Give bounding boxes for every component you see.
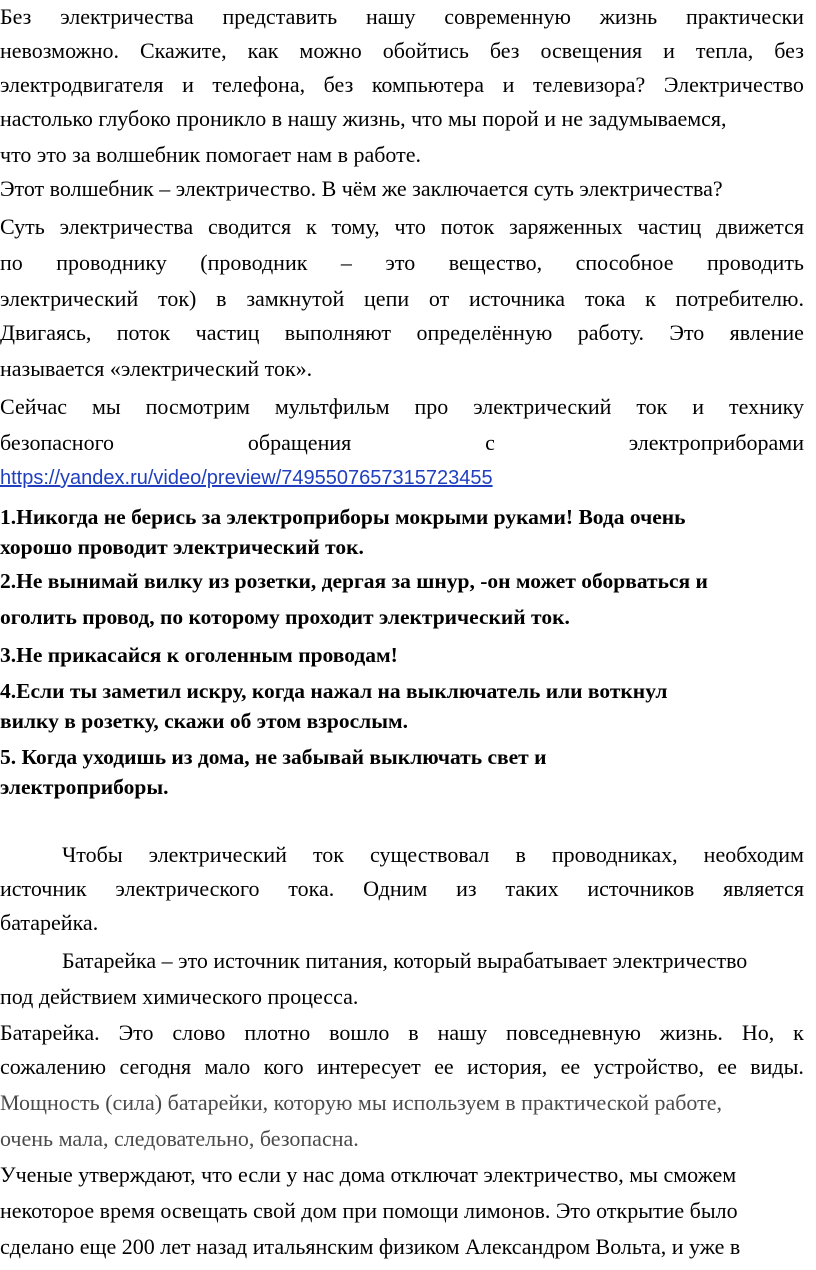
word: заряженных	[509, 214, 623, 239]
word: жизнь	[599, 4, 658, 29]
word: история,	[467, 1054, 548, 1079]
word: существовал	[370, 842, 490, 867]
word: современную	[444, 4, 571, 29]
word: электрический	[148, 842, 287, 867]
word: представить	[222, 4, 338, 29]
word: с	[485, 430, 495, 455]
word: ее	[717, 1054, 737, 1079]
word: источник	[0, 876, 87, 901]
word: Одним	[363, 876, 428, 901]
word: без	[774, 38, 804, 63]
word: тепла,	[695, 38, 754, 63]
word: явление	[729, 320, 804, 345]
rule-5-line-1: 5. Когда уходишь из дома, не забывай выключать свет и	[0, 745, 547, 769]
word: электрического	[115, 876, 260, 901]
word: сегодня	[119, 1054, 192, 1079]
word: частиц	[195, 320, 260, 345]
rule-2-line-2: оголить провод, по которому проходит электрический ток.	[0, 605, 570, 629]
word: мало	[204, 1054, 251, 1079]
lemons-line-2: некоторое время освещать свой дом при помощи лимонов. Это открытие было	[0, 1198, 738, 1223]
word: плотно	[244, 1020, 311, 1045]
word: кого	[263, 1054, 304, 1079]
word: определённую	[416, 320, 553, 345]
word: мультфильм	[274, 394, 390, 419]
word: работу.	[577, 320, 645, 345]
word: Суть	[0, 214, 45, 239]
word: жизнь.	[659, 1020, 723, 1045]
word: электроприборами	[628, 430, 804, 455]
essence-line-1	[0, 212, 804, 242]
rule-4-line-1: 4.Если ты заметил искру, когда нажал на выключатель или воткнул	[0, 679, 668, 703]
rule-1-line-2: хорошо проводит электрический ток.	[0, 535, 364, 559]
word: электричества	[59, 214, 194, 239]
word: тока	[584, 286, 626, 311]
wizard-question: Этот волшебник – электричество. В чём же заключается суть электричества?	[0, 176, 723, 201]
word: электричества	[60, 4, 194, 29]
word: практически	[686, 4, 804, 29]
word: повседневную	[506, 1020, 641, 1045]
word: что	[394, 214, 426, 239]
cartoon-line-2	[0, 428, 804, 458]
battery-word-line-2	[0, 1052, 804, 1082]
word: вещество,	[448, 250, 543, 275]
word: поток	[116, 320, 171, 345]
cartoon-line-1	[0, 392, 804, 422]
word: вошло	[329, 1020, 390, 1045]
word: Это	[118, 1020, 154, 1045]
word: телефона,	[212, 72, 306, 97]
word: устройство,	[593, 1054, 705, 1079]
rule-4-line-2: вилку в розетку, скажи об этом взрослым.	[0, 709, 409, 733]
intro-line-1	[0, 2, 804, 32]
word: к	[305, 214, 317, 239]
word: проводить	[706, 250, 804, 275]
word: (проводник	[200, 250, 308, 275]
word: Без	[0, 4, 32, 29]
word: освещения	[540, 38, 643, 63]
word: сожалению	[0, 1054, 107, 1079]
source-line-3: батарейка.	[0, 910, 99, 935]
power-line-1: Мощность (сила) батарейки, которую мы используем в практической работе,	[0, 1090, 723, 1115]
word: в	[515, 842, 526, 867]
cartoon-video-link[interactable]	[0, 462, 493, 492]
word: про	[414, 394, 449, 419]
word: интересует	[316, 1054, 421, 1079]
word: мы	[92, 394, 121, 419]
word: и	[692, 394, 705, 419]
word: является	[723, 876, 804, 901]
word: без	[489, 38, 520, 63]
word: невозможно.	[0, 38, 120, 63]
word: потребителю.	[675, 286, 804, 311]
word: источников	[587, 876, 695, 901]
rule-3: 3.Не прикасайся к оголенным проводам!	[0, 643, 398, 667]
word: без	[323, 72, 354, 97]
word: поток	[440, 214, 495, 239]
word: источника	[469, 286, 566, 311]
word: безопасного	[0, 430, 115, 455]
word: и	[502, 72, 515, 97]
word: выполняют	[284, 320, 392, 345]
word: в	[408, 1020, 419, 1045]
battery-definition-line-2: под действием химического процесса.	[0, 984, 359, 1009]
word: цепи	[364, 286, 410, 311]
lemons-line-1: Ученые утверждают, что если у нас дома отключат электричество, мы сможем	[0, 1162, 737, 1187]
word: –	[340, 250, 352, 275]
intro-line-5: что это за волшебник помогает нам в работе.	[0, 142, 422, 167]
word: нашу	[437, 1020, 488, 1045]
word: Двигаясь,	[0, 320, 92, 345]
word: обращения	[247, 430, 352, 455]
video-link[interactable]: https://yandex.ru/video/preview/7495507657315723455	[0, 467, 493, 489]
intro-line-2	[0, 36, 804, 66]
word: телевизора?	[532, 72, 646, 97]
essence-line-3	[0, 284, 804, 314]
word: и	[182, 72, 194, 97]
rule-5-line-2: электроприборы.	[0, 775, 169, 799]
word: Сейчас	[0, 394, 68, 419]
intro-line-3	[0, 70, 804, 100]
word: ток	[636, 394, 668, 419]
word: из	[456, 876, 477, 901]
word: ток	[312, 842, 344, 867]
word: и	[663, 38, 675, 63]
word: электрический	[473, 394, 612, 419]
word: обойтись	[382, 38, 469, 63]
word: частиц	[637, 214, 702, 239]
word: необходим	[703, 842, 804, 867]
word: ее	[434, 1054, 454, 1079]
word: технику	[728, 394, 804, 419]
word: проводнику	[56, 250, 167, 275]
source-line-1	[62, 840, 804, 870]
essence-line-4	[0, 318, 804, 348]
intro-line-4: настолько глубоко проникло в нашу жизнь, что мы порой и не задумываемся,	[0, 106, 727, 131]
word: нашу	[365, 4, 416, 29]
rule-2-line-1: 2.Не вынимай вилку из розетки, дергая за шнур, -он может оборваться и	[0, 569, 708, 593]
word: по	[0, 250, 23, 275]
word: посмотрим	[145, 394, 250, 419]
word: от	[428, 286, 450, 311]
word: тока.	[288, 876, 335, 901]
word: компьютера	[371, 72, 485, 97]
word: Но,	[741, 1020, 775, 1045]
rule-1-line-1: 1.Никогда не берись за электроприборы мокрыми руками! Вода очень	[0, 505, 686, 529]
word: виды.	[750, 1054, 804, 1079]
word: Скажите,	[139, 38, 227, 63]
word: слово	[172, 1020, 226, 1045]
word: Чтобы	[62, 842, 123, 867]
lemons-line-3: сделано еще 200 лет назад итальянским физиком Александром Вольта, и уже в	[0, 1234, 741, 1259]
source-line-2	[0, 874, 804, 904]
power-line-2: очень мала, следовательно, безопасна.	[0, 1126, 359, 1151]
word: таких	[505, 876, 559, 901]
word: Батарейка.	[0, 1020, 100, 1045]
word: Электричество	[663, 72, 804, 97]
word: Это	[669, 320, 705, 345]
word: как	[247, 38, 279, 63]
word: к	[793, 1020, 804, 1045]
word: тому,	[331, 214, 380, 239]
word: замкнутой	[246, 286, 345, 311]
essence-line-5: называется «электрический ток».	[0, 356, 313, 381]
word: электродвигателя	[0, 72, 164, 97]
word: ее	[560, 1054, 581, 1079]
word: сводится	[207, 214, 292, 239]
word: проводниках,	[551, 842, 678, 867]
word: к	[645, 286, 656, 311]
word: ток)	[158, 286, 197, 311]
word: это	[385, 250, 416, 275]
word: способное	[575, 250, 674, 275]
word: можно	[299, 38, 362, 63]
word: электрический	[0, 286, 139, 311]
battery-definition-line-1: Батарейка – это источник питания, который вырабатывает электричество	[62, 948, 748, 973]
battery-word-line-1	[0, 1018, 804, 1048]
word: в	[216, 286, 227, 311]
essence-line-2	[0, 248, 804, 278]
word: движется	[716, 214, 804, 239]
